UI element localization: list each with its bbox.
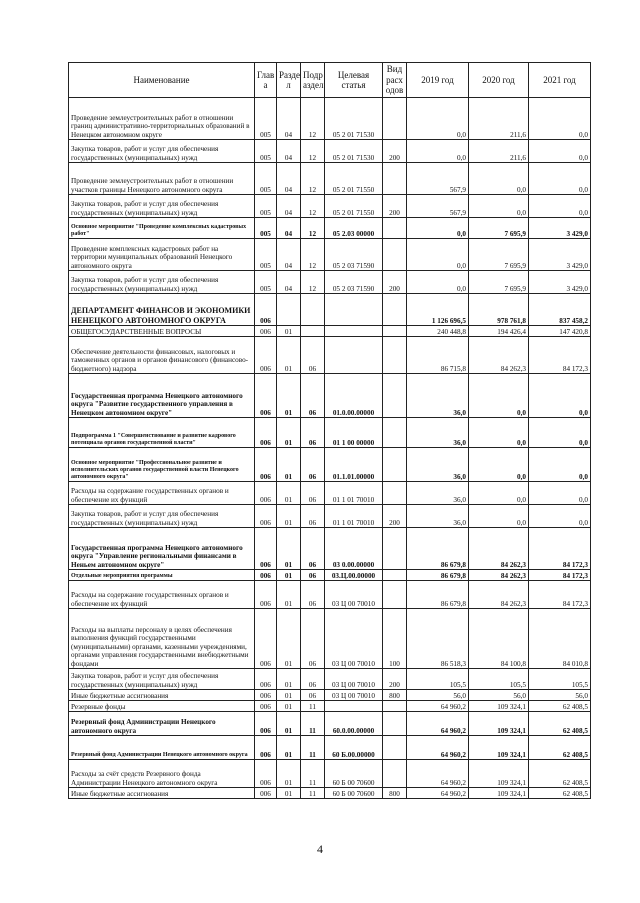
row-podrazdel: 12 [301,271,325,294]
row-podrazdel: 12 [301,239,325,271]
table-row [69,669,591,690]
row-name: ОБЩЕГОСУДАРСТВЕННЫЕ ВОПРОСЫ [69,326,255,337]
table-row [69,736,591,760]
row-podrazdel: 06 [301,505,325,528]
row-name: Резервный фонд Администрации Ненецкого автономного округа [69,712,255,736]
row-2019: 0,0 [407,271,469,294]
row-vid [383,448,407,482]
row-2019: 86 679,8 [407,570,469,581]
row-podrazdel: 11 [301,712,325,736]
row-glava: 006 [255,788,277,799]
row-vid [383,337,407,374]
row-target: 60 Б.00.00000 [325,736,383,760]
row-vid: 200 [383,669,407,690]
row-glava: 005 [255,239,277,271]
table-row [69,482,591,505]
row-vid [383,581,407,609]
row-glava: 006 [255,482,277,505]
row-glava: 006 [255,528,277,570]
row-name: Государственная программа Ненецкого автономного округа "Управление региональными финансами в Неньем автономном округе" [69,528,255,570]
row-2021: 62 408,5 [529,788,591,799]
row-2020: 109 324,1 [469,788,529,799]
table-row [69,581,591,609]
row-podrazdel: 06 [301,528,325,570]
row-name: Отдельные мероприятия программы [69,570,255,581]
row-2020: 0,0 [469,195,529,218]
row-vid [383,760,407,788]
page-number: 4 [317,842,323,856]
row-2020: 84 262,3 [469,337,529,374]
header-vid: Вид расх одов [383,63,407,98]
row-glava: 005 [255,98,277,140]
row-name: Иные бюджетные ассигнования [69,788,255,799]
header-podrazdel: Подр аздел [301,63,325,98]
row-2020: 0,0 [469,163,529,195]
row-glava: 006 [255,337,277,374]
row-glava: 005 [255,140,277,163]
row-2021: 56,0 [529,690,591,701]
row-2021: 84 172,3 [529,337,591,374]
row-glava: 006 [255,326,277,337]
row-2019: 36,0 [407,505,469,528]
row-podrazdel: 06 [301,337,325,374]
row-glava: 006 [255,669,277,690]
row-2020: 0,0 [469,505,529,528]
row-podrazdel: 11 [301,701,325,712]
row-2021: 3 429,0 [529,218,591,239]
row-glava: 006 [255,609,277,669]
table-row [69,448,591,482]
row-2019: 64 960,2 [407,760,469,788]
row-2019: 36,0 [407,374,469,418]
row-2019: 240 448,8 [407,326,469,337]
header-name: Наименование [69,63,255,98]
row-name: Основное мероприятие "Проведение комплексных кадастровых работ" [69,218,255,239]
row-2019: 105,5 [407,669,469,690]
row-glava: 006 [255,712,277,736]
row-glava: 006 [255,760,277,788]
row-podrazdel: 12 [301,140,325,163]
row-podrazdel: 06 [301,482,325,505]
table-row [69,760,591,788]
row-podrazdel: 06 [301,669,325,690]
row-glava: 006 [255,448,277,482]
table-header-row [69,63,591,98]
row-vid [383,736,407,760]
row-2020: 7 695,9 [469,218,529,239]
row-2019: 86 715,8 [407,337,469,374]
row-glava: 006 [255,581,277,609]
table-row [69,712,591,736]
row-2020: 84 262,3 [469,528,529,570]
table-row [69,609,591,669]
row-target: 05 2 01 71530 [325,140,383,163]
row-razdel: 01 [277,374,301,418]
row-target: 05 2 01 71530 [325,98,383,140]
table-row [69,140,591,163]
row-podrazdel: 06 [301,418,325,448]
row-razdel: 04 [277,195,301,218]
row-razdel: 01 [277,669,301,690]
row-name: Подпрограмма 1 "Совершенствование и развитие кадрового потенциала органов государственной власти" [69,418,255,448]
row-vid [383,482,407,505]
row-glava: 006 [255,374,277,418]
row-razdel: 01 [277,482,301,505]
row-name: Проведение землеустроительных работ в отношении участков границы Ненецкого автономного округа [69,163,255,195]
row-2019: 86 679,8 [407,528,469,570]
row-target: 01 1 00 00000 [325,418,383,448]
table-row [69,218,591,239]
row-podrazdel: 12 [301,163,325,195]
row-glava: 006 [255,294,277,326]
row-2019: 86 518,3 [407,609,469,669]
row-razdel: 01 [277,418,301,448]
row-glava: 006 [255,505,277,528]
table-row [69,294,591,326]
row-2020: 194 426,4 [469,326,529,337]
row-2019: 36,0 [407,482,469,505]
row-podrazdel [301,326,325,337]
row-vid [383,294,407,326]
row-2019: 0,0 [407,98,469,140]
row-razdel: 01 [277,337,301,374]
row-2021: 105,5 [529,669,591,690]
row-razdel: 01 [277,701,301,712]
row-2021: 62 408,5 [529,701,591,712]
row-vid [383,701,407,712]
row-2020: 7 695,9 [469,239,529,271]
row-name: Обеспечение деятельности финансовых, налоговых и таможенных органов и органов финансового (финансово-бюджетного) надзора [69,337,255,374]
row-2020: 84 262,3 [469,570,529,581]
row-2019: 567,9 [407,163,469,195]
row-2020: 0,0 [469,374,529,418]
row-razdel: 04 [277,271,301,294]
row-podrazdel: 06 [301,570,325,581]
row-target: 03 Ц 00 70010 [325,609,383,669]
row-vid [383,418,407,448]
row-razdel: 04 [277,239,301,271]
row-name: Основное мероприятие "Профессиональное развитие и исполнительских органов государственной власти Ненецкого автономного округа" [69,448,255,482]
row-razdel: 01 [277,570,301,581]
row-target [325,326,383,337]
row-name: Проведение землеустроительных работ в отношении границ административно-территориальных образований в Ненецком автономном округе [69,98,255,140]
row-podrazdel: 11 [301,736,325,760]
row-target: 01 1 01 70010 [325,482,383,505]
row-2021: 0,0 [529,140,591,163]
row-2021: 0,0 [529,98,591,140]
row-vid: 800 [383,690,407,701]
row-glava: 005 [255,218,277,239]
row-2019: 36,0 [407,418,469,448]
row-2021: 84 172,3 [529,581,591,609]
row-name: Расходы на содержание государственных органов и обеспечение их функций [69,482,255,505]
row-2021: 0,0 [529,505,591,528]
row-2020: 0,0 [469,482,529,505]
row-2020: 0,0 [469,448,529,482]
table-row [69,528,591,570]
row-2019: 64 960,2 [407,712,469,736]
row-name: Иные бюджетные ассигнования [69,690,255,701]
table-row [69,163,591,195]
row-2019: 0,0 [407,140,469,163]
row-vid [383,218,407,239]
row-target [325,294,383,326]
row-razdel: 04 [277,218,301,239]
row-2021: 0,0 [529,195,591,218]
row-razdel: 01 [277,505,301,528]
row-2020: 0,0 [469,418,529,448]
row-name: Закупка товаров, работ и услуг для обеспечения государственных (муниципальных) нужд [69,140,255,163]
row-2019: 64 960,2 [407,701,469,712]
row-2020: 109 324,1 [469,760,529,788]
row-razdel: 01 [277,736,301,760]
row-target: 03.Ц.00.00000 [325,570,383,581]
table-row [69,326,591,337]
header-glava: Глав а [255,63,277,98]
table-row [69,690,591,701]
row-2021: 84 172,3 [529,528,591,570]
row-name: Государственная программа Ненецкого автономного округа "Развитие государственного управления в Ненецком автономном округе" [69,374,255,418]
row-razdel: 04 [277,98,301,140]
header-razdel: Разде л [277,63,301,98]
row-target: 60 Б 00 70600 [325,760,383,788]
table-row [69,98,591,140]
table-row [69,337,591,374]
row-2021: 837 458,2 [529,294,591,326]
row-vid: 200 [383,271,407,294]
row-glava: 005 [255,195,277,218]
table-row [69,374,591,418]
row-glava: 006 [255,701,277,712]
row-2020: 211,6 [469,140,529,163]
row-2020: 109 324,1 [469,736,529,760]
row-razdel: 01 [277,760,301,788]
row-razdel: 01 [277,581,301,609]
row-podrazdel: 06 [301,374,325,418]
row-podrazdel: 11 [301,788,325,799]
row-2019: 36,0 [407,448,469,482]
row-2021: 0,0 [529,374,591,418]
row-2019: 567,9 [407,195,469,218]
row-2019: 64 960,2 [407,788,469,799]
row-2020: 211,6 [469,98,529,140]
row-razdel: 01 [277,690,301,701]
row-vid [383,528,407,570]
row-target: 05 2 03 71590 [325,239,383,271]
row-vid: 200 [383,195,407,218]
row-target: 05 2 03 71590 [325,271,383,294]
row-target [325,701,383,712]
row-2020: 7 695,9 [469,271,529,294]
table-row [69,570,591,581]
row-2019: 0,0 [407,218,469,239]
table-row [69,239,591,271]
header-target: Целевая статья [325,63,383,98]
row-target: 01.1.01.00000 [325,448,383,482]
row-name: Проведение комплексных кадастровых работ на территории муниципальных образований Ненецкого автономного округа [69,239,255,271]
row-target: 60.0.00.00000 [325,712,383,736]
row-2020: 109 324,1 [469,712,529,736]
row-name: ДЕПАРТАМЕНТ ФИНАНСОВ И ЭКОНОМИКИ НЕНЕЦКОГО АВТОНОМНОГО ОКРУГА [69,294,255,326]
row-podrazdel [301,294,325,326]
row-2021: 62 408,5 [529,736,591,760]
row-target: 03 0.00.00000 [325,528,383,570]
row-name: Расходы за счёт средств Резервного фонда Администрации Ненецкого автономного округа [69,760,255,788]
row-podrazdel: 06 [301,690,325,701]
table-row [69,271,591,294]
row-2021: 0,0 [529,482,591,505]
row-name: Закупка товаров, работ и услуг для обеспечения государственных (муниципальных) нужд [69,505,255,528]
row-2021: 62 408,5 [529,712,591,736]
row-glava: 005 [255,271,277,294]
row-2019: 0,0 [407,239,469,271]
row-razdel: 01 [277,609,301,669]
row-glava: 006 [255,736,277,760]
row-vid: 800 [383,788,407,799]
row-2021: 3 429,0 [529,239,591,271]
row-podrazdel: 06 [301,448,325,482]
table-row [69,505,591,528]
row-glava: 006 [255,418,277,448]
row-2021: 84 172,3 [529,570,591,581]
budget-table [68,62,591,799]
row-razdel: 01 [277,712,301,736]
row-target [325,337,383,374]
table-row [69,701,591,712]
row-vid [383,326,407,337]
table-row [69,195,591,218]
row-2020: 105,5 [469,669,529,690]
row-target: 03 Ц 00 70010 [325,581,383,609]
row-target: 03 Ц 00 70010 [325,690,383,701]
row-podrazdel: 12 [301,218,325,239]
row-razdel: 01 [277,788,301,799]
row-2021: 62 408,5 [529,760,591,788]
row-target: 01 1 01 70010 [325,505,383,528]
row-2019: 64 960,2 [407,736,469,760]
row-name: Резервный фонд Администрации Ненецкого автономного округа [69,736,255,760]
row-2020: 84 100,8 [469,609,529,669]
row-glava: 005 [255,163,277,195]
row-2021: 0,0 [529,163,591,195]
row-name: Резервные фонды [69,701,255,712]
row-target: 01.0.00.00000 [325,374,383,418]
row-2020: 978 761,8 [469,294,529,326]
row-vid: 100 [383,609,407,669]
row-vid: 200 [383,140,407,163]
table-row [69,788,591,799]
row-target: 05 2 01 71550 [325,163,383,195]
row-vid [383,570,407,581]
row-razdel: 01 [277,448,301,482]
row-target: 60 Б 00 70600 [325,788,383,799]
header-2019: 2019 год [407,63,469,98]
row-podrazdel: 12 [301,195,325,218]
row-2020: 56,0 [469,690,529,701]
row-2019: 86 679,8 [407,581,469,609]
row-podrazdel: 06 [301,581,325,609]
row-glava: 006 [255,570,277,581]
row-2021: 0,0 [529,418,591,448]
row-name: Расходы на выплаты персоналу в целях обеспечения выполнения функций государственными (муниципальными) органами, казенными учреждениями, органами управления государственными внебюджетными фондами [69,609,255,669]
row-2019: 1 126 696,5 [407,294,469,326]
row-2021: 147 420,8 [529,326,591,337]
row-podrazdel: 11 [301,760,325,788]
budget-table-sheet [68,62,590,799]
header-2020: 2020 год [469,63,529,98]
row-2021: 3 429,0 [529,271,591,294]
row-vid [383,712,407,736]
row-vid: 200 [383,505,407,528]
row-name: Закупка товаров, работ и услуг для обеспечения государственных (муниципальных) нужд [69,271,255,294]
row-name: Закупка товаров, работ и услуг для обеспечения государственных (муниципальных) нужд [69,669,255,690]
row-razdel: 01 [277,528,301,570]
row-2019: 56,0 [407,690,469,701]
row-razdel: 04 [277,140,301,163]
row-vid [383,163,407,195]
row-vid [383,374,407,418]
row-name: Закупка товаров, работ и услуг для обеспечения государственных (муниципальных) нужд [69,195,255,218]
row-2021: 0,0 [529,448,591,482]
row-glava: 006 [255,690,277,701]
row-2021: 84 010,8 [529,609,591,669]
row-vid [383,239,407,271]
table-row [69,418,591,448]
row-vid [383,98,407,140]
row-podrazdel: 06 [301,609,325,669]
row-razdel: 04 [277,163,301,195]
row-2020: 84 262,3 [469,581,529,609]
row-2020: 109 324,1 [469,701,529,712]
row-razdel [277,294,301,326]
row-target: 05 2.03 00000 [325,218,383,239]
row-podrazdel: 12 [301,98,325,140]
row-target: 03 Ц 00 70010 [325,669,383,690]
row-target: 05 2 01 71550 [325,195,383,218]
row-razdel: 01 [277,326,301,337]
header-2021: 2021 год [529,63,591,98]
row-name: Расходы на содержание государственных органов и обеспечение их функций [69,581,255,609]
